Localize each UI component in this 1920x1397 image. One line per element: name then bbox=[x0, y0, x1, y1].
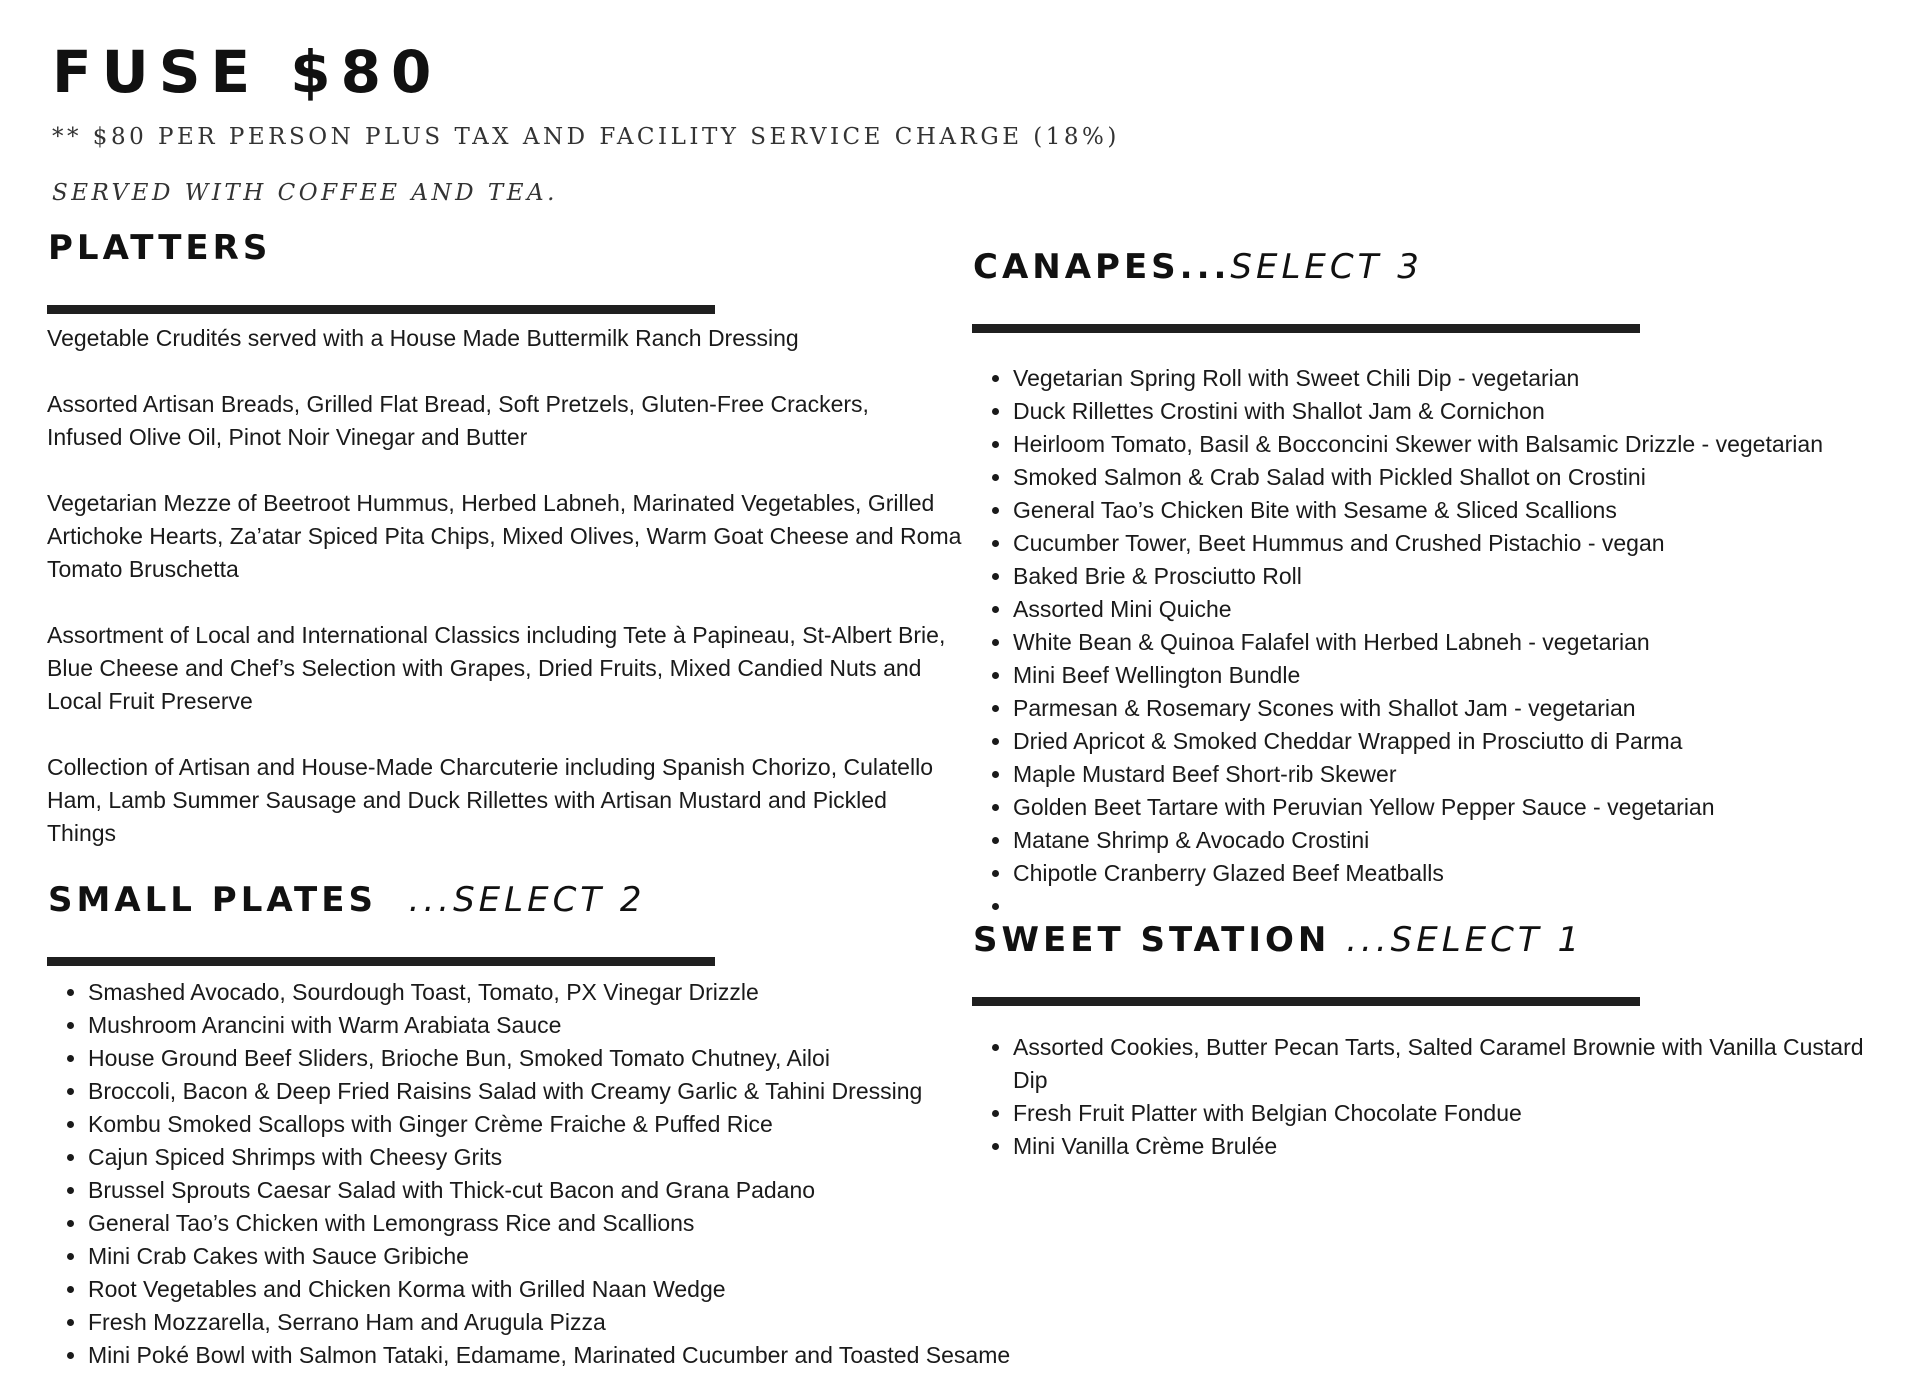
canape-item: • Chipotle Cranberry Glazed Beef Meatballs bbox=[1013, 857, 1913, 890]
small-plate-item: • Brussel Sprouts Caesar Salad with Thick-cut Bacon and Grana Padano bbox=[88, 1174, 1088, 1207]
canapes-heading bbox=[973, 247, 1423, 287]
sweet-station-select-count: ...SELECT 1 bbox=[1346, 920, 1584, 960]
canape-item: • Matane Shrimp & Avocado Crostini bbox=[1013, 824, 1913, 857]
small-plates-list bbox=[47, 976, 1088, 1372]
small-plate-item: • Cajun Spiced Shrimps with Cheesy Grits bbox=[88, 1141, 1088, 1174]
canape-item: • White Bean & Quinoa Falafel with Herbed Labneh - vegetarian bbox=[1013, 626, 1913, 659]
canape-item: • Mini Beef Wellington Bundle bbox=[1013, 659, 1913, 692]
sweet-station-heading-label: SWEET STATION bbox=[973, 920, 1331, 960]
platter-item: Assorted Artisan Breads, Grilled Flat Bread, Soft Pretzels, Gluten-Free Crackers, Infused Olive Oil, Pinot Noir Vinegar and Butter bbox=[47, 391, 869, 450]
small-plate-item: • Smashed Avocado, Sourdough Toast, Tomato, PX Vinegar Drizzle bbox=[88, 976, 1088, 1009]
canape-item-empty bbox=[1013, 890, 1913, 923]
platter-item: Collection of Artisan and House-Made Charcuterie including Spanish Chorizo, Culatello Ham, Lamb Summer Sausage and Duck Rillettes with Artisan Mustard and Pickled Things bbox=[47, 754, 933, 846]
canape-item: • Smoked Salmon & Crab Salad with Pickled Shallot on Crostini bbox=[1013, 461, 1913, 494]
small-plate-item: • Broccoli, Bacon & Deep Fried Raisins Salad with Creamy Garlic & Tahini Dressing bbox=[88, 1075, 1088, 1108]
platter-item: Vegetable Crudités served with a House Made Buttermilk Ranch Dressing bbox=[47, 325, 799, 351]
canape-item: • Parmesan & Rosemary Scones with Shallot Jam - vegetarian bbox=[1013, 692, 1913, 725]
platters-heading-label: PLATTERS bbox=[48, 228, 272, 268]
sweet-station-heading bbox=[973, 920, 1583, 960]
small-plate-item: • Kombu Smoked Scallops with Ginger Crème Fraiche & Puffed Rice bbox=[88, 1108, 1088, 1141]
small-plate-item: • Fresh Mozzarella, Serrano Ham and Arugula Pizza bbox=[88, 1306, 1088, 1339]
canape-item: • Cucumber Tower, Beet Hummus and Crushed Pistachio - vegan bbox=[1013, 527, 1913, 560]
small-plate-item: • Mini Poké Bowl with Salmon Tataki, Edamame, Marinated Cucumber and Toasted Sesame bbox=[88, 1339, 1088, 1372]
platter-item: Assortment of Local and International Classics including Tete à Papineau, St-Albert Brie, Blue Cheese and Chef’s Selection with Grapes, Dried Fruits, Mixed Candied Nuts and Local Fruit Preserve bbox=[47, 622, 946, 714]
sweet-item: • Fresh Fruit Platter with Belgian Chocolate Fondue bbox=[1013, 1097, 1873, 1130]
canape-item: • Heirloom Tomato, Basil & Bocconcini Skewer with Balsamic Drizzle - vegetarian bbox=[1013, 428, 1913, 461]
sweet-item: • Mini Vanilla Crème Brulée bbox=[1013, 1130, 1873, 1163]
platters-list bbox=[47, 322, 977, 850]
platters-heading bbox=[48, 228, 271, 268]
canape-item: • Maple Mustard Beef Short-rib Skewer bbox=[1013, 758, 1913, 791]
small-plate-item: • General Tao’s Chicken with Lemongrass Rice and Scallions bbox=[88, 1207, 1088, 1240]
canape-item: • Baked Brie & Prosciutto Roll bbox=[1013, 560, 1913, 593]
canape-item: • Dried Apricot & Smoked Cheddar Wrapped in Prosciutto di Parma bbox=[1013, 725, 1913, 758]
small-plates-divider bbox=[47, 957, 715, 966]
canapes-select-count: SELECT 3 bbox=[1230, 247, 1423, 287]
small-plates-heading bbox=[48, 880, 646, 920]
canape-item: • General Tao’s Chicken Bite with Sesame & Sliced Scallions bbox=[1013, 494, 1913, 527]
canape-item: • Golden Beet Tartare with Peruvian Yellow Pepper Sauce - vegetarian bbox=[1013, 791, 1913, 824]
canapes-divider bbox=[972, 324, 1640, 333]
platters-divider bbox=[47, 305, 715, 314]
canape-item: • Duck Rillettes Crostini with Shallot Jam & Cornichon bbox=[1013, 395, 1913, 428]
sweet-item: • Assorted Cookies, Butter Pecan Tarts, Salted Caramel Brownie with Vanilla Custard Dip bbox=[1013, 1031, 1873, 1097]
small-plate-item: • Root Vegetables and Chicken Korma with Grilled Naan Wedge bbox=[88, 1273, 1088, 1306]
price-note: ** $80 PER PERSON PLUS TAX AND FACILITY SERVICE CHARGE (18%) bbox=[52, 124, 1120, 150]
sweet-station-list bbox=[972, 1031, 1873, 1163]
canape-item: • Assorted Mini Quiche bbox=[1013, 593, 1913, 626]
small-plates-heading-label: SMALL PLATES bbox=[48, 880, 377, 920]
canapes-heading-label: CANAPES... bbox=[973, 247, 1231, 287]
platter-item: Vegetarian Mezze of Beetroot Hummus, Herbed Labneh, Marinated Vegetables, Grilled Artichoke Hearts, Za’atar Spiced Pita Chips, Mixed Olives, Warm Goat Cheese and Roma Tomato Bruschetta bbox=[47, 490, 962, 582]
canapes-list bbox=[972, 362, 1913, 923]
small-plate-item: • Mini Crab Cakes with Sauce Gribiche bbox=[88, 1240, 1088, 1273]
canape-item: • Vegetarian Spring Roll with Sweet Chili Dip - vegetarian bbox=[1013, 362, 1913, 395]
small-plate-item: • Mushroom Arancini with Warm Arabiata Sauce bbox=[88, 1009, 1088, 1042]
small-plates-select-count: ...SELECT 2 bbox=[408, 880, 646, 920]
served-note: SERVED WITH COFFEE AND TEA. bbox=[52, 180, 558, 206]
small-plate-item: • House Ground Beef Sliders, Brioche Bun, Smoked Tomato Chutney, Ailoi bbox=[88, 1042, 1088, 1075]
sweet-station-divider bbox=[972, 997, 1640, 1006]
menu-title: FUSE $80 bbox=[52, 38, 442, 106]
